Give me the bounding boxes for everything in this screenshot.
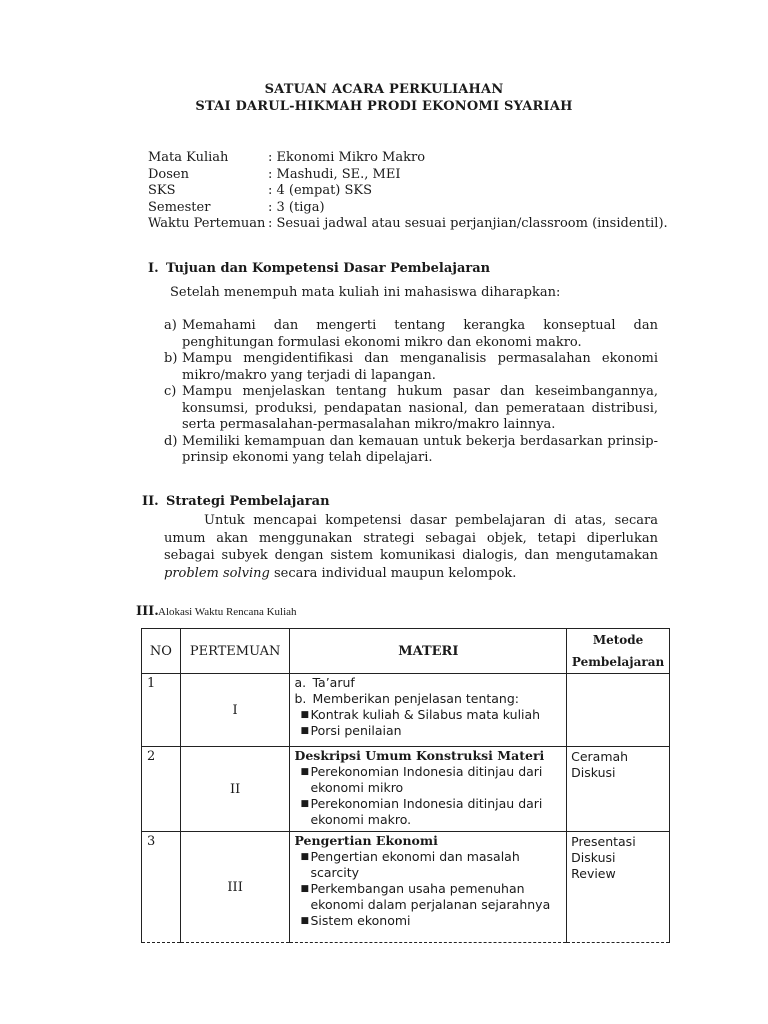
list-marker: a.	[294, 675, 307, 690]
info-row	[148, 183, 668, 200]
section-number: I.	[148, 261, 159, 276]
list-item	[294, 849, 562, 881]
cell-materi	[290, 674, 567, 747]
header-line: Pembelajaran	[571, 655, 665, 669]
bullet-icon: ■	[300, 884, 309, 894]
bullet-icon: ■	[300, 852, 309, 862]
list-text: Sistem ekonomi	[310, 913, 411, 928]
cell-no: 2	[142, 747, 181, 832]
list-item	[294, 881, 562, 913]
list-text: Perkembangan usaha pemenuhan ekonomi dalam perjalanan sejarahnya	[310, 881, 551, 912]
emphasis-text: problem solving	[164, 565, 270, 581]
list-item	[164, 434, 658, 467]
info-label: Mata Kuliah	[148, 150, 229, 165]
cell-materi	[290, 832, 567, 943]
table-row	[142, 747, 670, 832]
cell-metode	[567, 674, 670, 747]
list-item	[294, 675, 562, 691]
column-header-no: NO	[142, 629, 181, 674]
course-info	[148, 150, 668, 233]
list-text: Pengertian ekonomi dan masalah scarcity	[310, 849, 520, 880]
list-text: Memiliki kemampuan dan kemauan untuk bekerja berdasarkan prinsip-prinsip ekonomi yang telah dipelajari.	[182, 433, 658, 465]
cell-pertemuan: I	[180, 674, 290, 747]
section-number: II.	[142, 494, 159, 509]
materi-heading: Deskripsi Umum Konstruksi Materi	[294, 748, 545, 763]
section-title: Alokasi Waktu Rencana Kuliah	[158, 606, 297, 618]
table-row	[142, 832, 670, 943]
list-item	[294, 913, 562, 929]
info-row	[148, 216, 668, 233]
list-item	[294, 764, 562, 796]
list-text: Memberikan penjelasan tentang:	[312, 691, 520, 706]
section-heading	[136, 604, 297, 619]
info-value: : Sesuai jadwal atau sesuai perjanjian/classroom (insidentil).	[268, 216, 668, 231]
section-title: Tujuan dan Kompetensi Dasar Pembelajaran	[166, 261, 491, 276]
bullet-icon: ■	[300, 710, 309, 720]
section-heading	[142, 494, 330, 509]
list-marker: c)	[164, 384, 177, 399]
list-item	[164, 384, 658, 434]
list-text: Mampu menjelaskan tentang hukum pasar dan keseimbangannya, konsumsi, produksi, pendapatan nasional, dan pemerataan distribusi, serta permasalahan-permasalahan mikro/makro lainnya.	[182, 384, 658, 432]
paragraph-text: Untuk mencapai kompetensi dasar pembelajaran di atas, secara umum akan menggunakan strategi sebagai objek, tetapi diperlukan sebagai subyek dengan sistem komunikasi dialogis, dan mengutamakan	[164, 513, 658, 563]
cell-pertemuan: III	[180, 832, 290, 943]
info-label: Waktu Pertemuan	[148, 216, 266, 231]
info-label: SKS	[148, 183, 176, 198]
table-header-row	[142, 629, 670, 674]
metode-item: Review	[571, 866, 616, 881]
list-item	[164, 351, 658, 384]
bullet-icon: ■	[300, 916, 309, 926]
cell-materi	[290, 747, 567, 832]
info-value: : 3 (tiga)	[268, 199, 325, 215]
goal-list	[164, 318, 658, 467]
cell-no: 1	[142, 674, 181, 747]
info-label: Dosen	[148, 166, 189, 182]
column-header-pertemuan: PERTEMUAN	[180, 629, 290, 674]
cell-metode	[567, 747, 670, 832]
metode-item: Diskusi	[571, 850, 616, 865]
bullet-icon: ■	[300, 799, 309, 809]
bullet-icon: ■	[300, 726, 309, 736]
list-item	[294, 796, 562, 828]
section-intro: Setelah menempuh mata kuliah ini mahasiswa diharapkan:	[170, 285, 561, 300]
list-text: Porsi penilaian	[310, 723, 402, 738]
section-number: III.	[136, 604, 159, 619]
info-label: Semester	[148, 199, 211, 215]
paragraph-text: secara individual maupun kelompok.	[269, 565, 517, 581]
list-item	[294, 691, 562, 707]
info-value: : Mashudi, SE., MEI	[268, 166, 401, 182]
schedule-table	[141, 628, 670, 943]
list-marker: b)	[164, 351, 178, 366]
column-header-metode	[567, 629, 670, 674]
list-marker: a)	[164, 318, 177, 333]
list-marker: d)	[164, 433, 178, 449]
list-marker: b.	[294, 691, 307, 706]
cell-no: 3	[142, 832, 181, 943]
document-subtitle: STAI DARUL-HIKMAH PRODI EKONOMI SYARIAH	[195, 99, 573, 114]
info-row	[148, 150, 668, 167]
info-row	[148, 200, 668, 217]
materi-heading: Pengertian Ekonomi	[294, 833, 438, 848]
metode-item: Ceramah	[571, 749, 629, 764]
list-item	[294, 723, 562, 739]
info-value: : Ekonomi Mikro Makro	[268, 150, 426, 165]
section-heading	[148, 261, 490, 276]
metode-item: Presentasi	[571, 834, 636, 849]
list-item	[164, 318, 658, 351]
cell-metode	[567, 832, 670, 943]
list-text: Kontrak kuliah & Silabus mata kuliah	[310, 707, 541, 722]
metode-item: Diskusi	[571, 765, 616, 780]
document-title: SATUAN ACARA PERKULIAHAN	[264, 82, 504, 97]
list-item	[294, 707, 562, 723]
info-value: : 4 (empat) SKS	[268, 183, 373, 198]
header-line: Metode	[592, 633, 644, 647]
cell-pertemuan: II	[180, 747, 290, 832]
list-text: Perekonomian Indonesia ditinjau dari ekonomi mikro	[310, 764, 543, 795]
info-row	[148, 167, 668, 184]
list-text: Ta’aruf	[312, 675, 355, 690]
list-text: Mampu mengidentifikasi dan menganalisis permasalahan ekonomi mikro/makro yang terjadi di lapangan.	[182, 351, 658, 383]
list-text: Memahami dan mengerti tentang kerangka konseptual dan penghitungan formulasi ekonomi mikro dan ekonomi makro.	[182, 318, 658, 350]
bullet-icon: ■	[300, 767, 309, 777]
list-text: Perekonomian Indonesia ditinjau dari ekonomi makro.	[310, 796, 543, 827]
column-header-materi: MATERI	[290, 629, 567, 674]
table-row	[142, 674, 670, 747]
strategy-paragraph	[164, 512, 658, 582]
section-title: Strategi Pembelajaran	[166, 494, 330, 509]
